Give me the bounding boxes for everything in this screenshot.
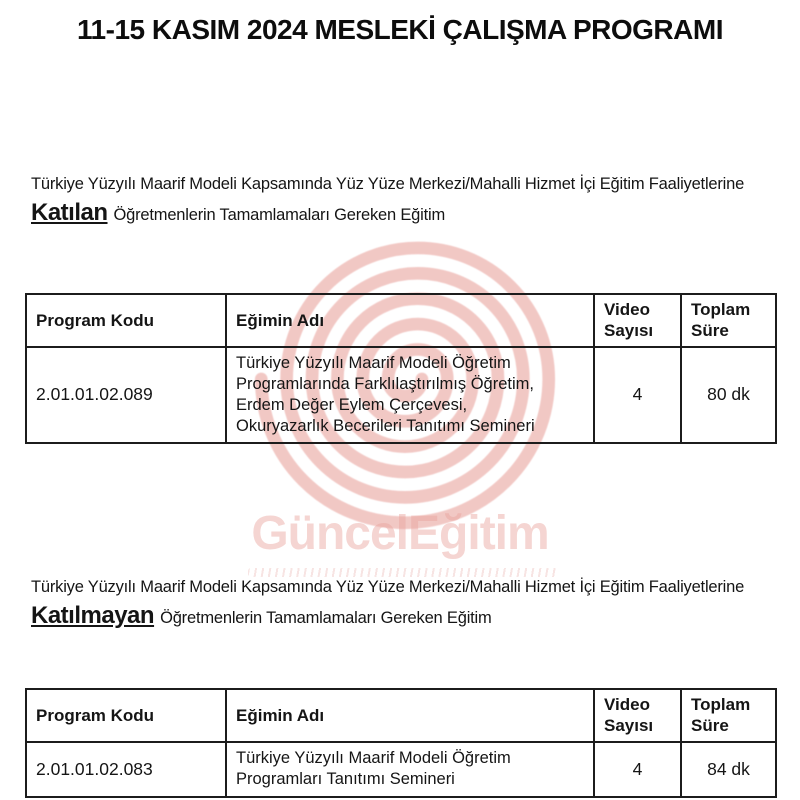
page-title: 11-15 KASIM 2024 MESLEKİ ÇALIŞMA PROGRAMI (77, 14, 723, 45)
katilan-table (25, 293, 777, 444)
section-intro-text: Türkiye Yüzyılı Maarif Modeli Kapsamında Yüz Yüze Merkezi/Mahalli Hizmet İçi Eğitim Faaliyetlerine (31, 578, 745, 596)
header-toplam-sure: Toplam Süre (681, 689, 776, 742)
section-emphasis-line (31, 602, 779, 630)
cell-toplam-sure: 80 dk (681, 347, 776, 443)
section-intro-text: Türkiye Yüzyılı Maarif Modeli Kapsamında Yüz Yüze Merkezi/Mahalli Hizmet İçi Eğitim Faaliyetlerine (31, 175, 745, 193)
cell-program-kodu: 2.01.01.02.089 (26, 347, 226, 443)
header-video-sayisi: Video Sayısı (594, 294, 681, 347)
emphasis-rest-text: Öğretmenlerin Tamamlamaları Gereken Eğitim (113, 206, 446, 224)
cell-video-sayisi: 4 (594, 347, 681, 443)
emphasis-word: Katılan (31, 199, 108, 226)
table-row (26, 742, 776, 797)
section-emphasis-line (31, 199, 779, 227)
cell-video-sayisi: 4 (594, 742, 681, 797)
cell-program-kodu: 2.01.01.02.083 (26, 742, 226, 797)
section-katilan (31, 175, 779, 227)
table-row (26, 347, 776, 443)
header-video-sayisi: Video Sayısı (594, 689, 681, 742)
header-toplam-sure: Toplam Süre (681, 294, 776, 347)
header-egimin-adi: Eğimin Adı (226, 294, 594, 347)
cell-toplam-sure: 84 dk (681, 742, 776, 797)
katilmayan-table (25, 688, 777, 798)
section-katilmayan (31, 578, 779, 630)
cell-egimin-adi: Türkiye Yüzyılı Maarif Modeli Öğretim Programları Tanıtımı Semineri (226, 742, 594, 797)
table-header-row (26, 689, 776, 742)
cell-egimin-adi: Türkiye Yüzyılı Maarif Modeli Öğretim Programlarında Farklılaştırılmış Öğretim, Erdem Değer Eylem Çerçevesi, Okuryazarlık Becerileri Tanıtımı Semineri (226, 347, 594, 443)
emphasis-rest-text: Öğretmenlerin Tamamlamaları Gereken Eğitim (160, 609, 492, 627)
header-program-kodu: Program Kodu (26, 689, 226, 742)
header-program-kodu: Program Kodu (26, 294, 226, 347)
watermark-brand-text: GüncelEğitim (251, 507, 549, 560)
header-egimin-adi: Eğimin Adı (226, 689, 594, 742)
table-header-row (26, 294, 776, 347)
emphasis-word: Katılmayan (31, 602, 155, 629)
